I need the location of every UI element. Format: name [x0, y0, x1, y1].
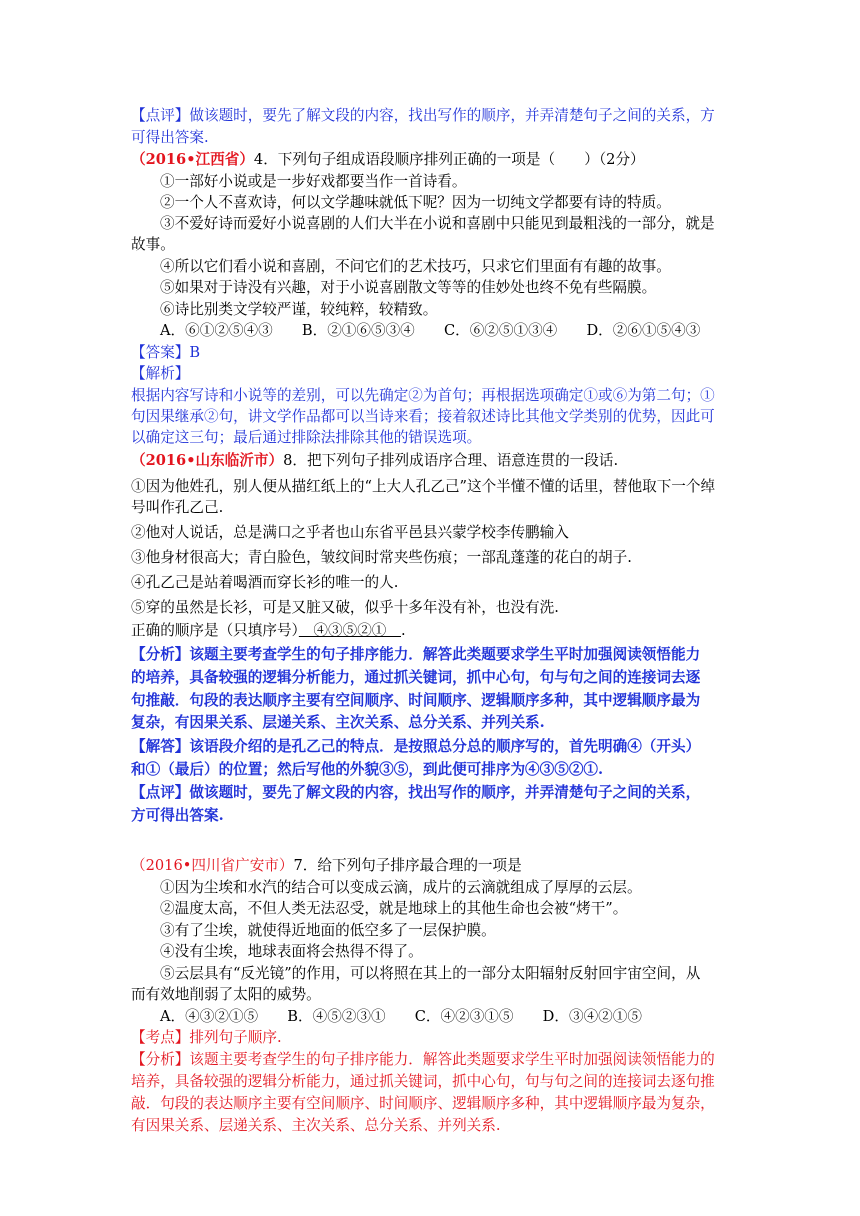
question-source: （2016•江西省） — [131, 151, 254, 168]
answer-options: A．⑥①②⑤④③ B．②①⑥⑤③④ C．⑥②⑤①③④ D．②⑥①⑤④③ — [160, 322, 701, 339]
question-4-header — [131, 149, 645, 170]
sentence-item: ④孔乙己是站着喝酒而穿长衫的唯一的人. — [131, 574, 399, 591]
sentence-item: ②他对人说话，总是满口之乎者也山东省平邑县兴蒙学校李传鹏输入 — [131, 524, 569, 541]
question-text: 7．给下列句子排序最合理的一项是 — [293, 857, 522, 874]
sentence-item: ④所以它们看小说和喜剧，不问它们的艺术技巧，只求它们里面有有趣的故事。 — [160, 258, 671, 275]
sentence-item: ⑤穿的虽然是长衫，可是又脏又破，似乎十多年没有补，也没有洗. — [131, 599, 559, 616]
comment-line: 【点评】做该题时，要先了解文段的内容，找出写作的顺序，并弄清楚句子之间的关系，方 — [131, 107, 715, 124]
analysis-line: 句推敲．句段的表达顺序主要有空间顺序、时间顺序、逻辑顺序多种，其中逻辑顺序最为 — [131, 692, 701, 709]
sentence-item: ③有了尘埃，就使得近地面的低空多了一层保护膜。 — [160, 922, 496, 939]
order-line — [131, 620, 406, 641]
answer-options: A．④③②①⑤ B．④⑤②③① C．④②③①⑤ D．③④②①⑤ — [160, 1008, 642, 1025]
key-point-line: 【考点】排列句子顺序. — [131, 1029, 282, 1046]
comment-line: 可得出答案. — [131, 129, 209, 146]
sentence-item: ①因为尘埃和水汽的结合可以变成云滴，成片的云滴就组成了厚厚的云层。 — [160, 879, 642, 896]
question-source: （2016•山东临沂市） — [131, 452, 284, 469]
sentence-item: ⑥诗比别类文学较严谨，较纯粹，较精致。 — [160, 301, 438, 318]
analysis-line: 敲．句段的表达顺序主要有空间顺序、时间顺序、逻辑顺序多种，其中逻辑顺序最为复杂， — [131, 1095, 715, 1112]
sentence-item: ⑤如果对于诗没有兴趣，对于小说喜剧散文等等的佳妙处也终不免有些隔膜。 — [160, 279, 657, 296]
comment-line: 方可得出答案. — [131, 807, 224, 824]
analysis-line: 【分析】该题主要考查学生的句子排序能力．解答此类题要求学生平时加强阅读领悟能力 — [131, 646, 701, 663]
question-text: 4．下列句子组成语段顺序排列正确的一项是（ ）（2分） — [253, 151, 645, 168]
analysis-line: 培养，具备较强的逻辑分析能力，通过抓关键词，抓中心句，句与句之间的连接词去逐句推 — [131, 1073, 715, 1090]
sentence-item: ②温度太高，不但人类无法忍受，就是地球上的其他生命也会被“烤干”。 — [160, 900, 628, 917]
question-source: （2016•四川省广安市） — [131, 857, 294, 874]
sentence-item: ⑤云层具有“反光镜”的作用，可以将照在其上的一部分太阳辐射反射回宇宙空间，从 — [160, 965, 701, 982]
solution-line: 【解答】该语段介绍的是孔乙己的特点．是按照总分总的顺序写的，首先明确④（开头） — [131, 738, 701, 755]
analysis-label: 【解析】 — [131, 365, 190, 382]
sentence-item: ②一个人不喜欢诗，何以文学趣味就低下呢？因为一切纯文学都要有诗的特质。 — [160, 194, 671, 211]
sentence-item: 而有效地削弱了太阳的威势。 — [131, 986, 321, 1003]
sentence-item: ①一部好小说或是一步好戏都要当作一首诗看。 — [160, 173, 467, 190]
question-text: 8．把下列句子排列成语序合理、语意连贯的一段话. — [283, 452, 619, 469]
analysis-line: 的培养，具备较强的逻辑分析能力，通过抓关键词，抓中心句，句与句之间的连接词去逐 — [131, 669, 701, 686]
analysis-line: 有因果关系、层递关系、主次关系、总分关系、并列关系. — [131, 1117, 501, 1134]
sentence-item: 故事。 — [131, 236, 175, 253]
order-label: 正确的顺序是（只填序号） — [131, 622, 299, 639]
sentence-item: ④没有尘埃，地球表面将会热得不得了。 — [160, 943, 423, 960]
order-answer: ④③⑤②① — [298, 622, 401, 639]
analysis-line: 【分析】该题主要考查学生的句子排序能力．解答此类题要求学生平时加强阅读领悟能力的 — [131, 1051, 715, 1068]
sentence-item: ③不爱好诗而爱好小说喜剧的人们大半在小说和喜剧中只能见到最粗浅的一部分，就是 — [160, 215, 715, 232]
sentence-item: ③他身材很高大；青白脸色，皱纹间时常夹些伤痕；一部乱蓬蓬的花白的胡子. — [131, 549, 632, 566]
question-8-header — [131, 450, 618, 471]
order-end: . — [401, 622, 406, 639]
answer-label: 【答案】B — [131, 344, 201, 361]
comment-line: 【点评】做该题时，要先了解文段的内容，找出写作的顺序，并弄清楚句子之间的关系， — [131, 784, 701, 801]
analysis-line: 句因果继承②句，讲文学作品都可以当诗来看；接着叙述诗比其他文学类别的优势，因此可 — [131, 408, 715, 425]
question-7-header — [131, 855, 522, 876]
analysis-line: 根据内容写诗和小说等的差别，可以先确定②为首句；再根据选项确定①或⑥为第二句；① — [131, 387, 715, 404]
sentence-item: ①因为他姓孔，别人便从描红纸上的“上大人孔乙己”这个半懂不懂的话里，替他取下一个绰 — [131, 478, 716, 495]
analysis-line: 复杂，有因果关系、层递关系、主次关系、总分关系、并列关系. — [131, 714, 545, 731]
sentence-item: 号叫作孔乙己. — [131, 499, 224, 516]
analysis-line: 以确定这三句；最后通过排除法排除其他的错误选项。 — [131, 429, 482, 446]
solution-line: 和①（最后）的位置；然后写他的外貌③⑤，到此便可排序为④③⑤②①. — [131, 761, 604, 778]
